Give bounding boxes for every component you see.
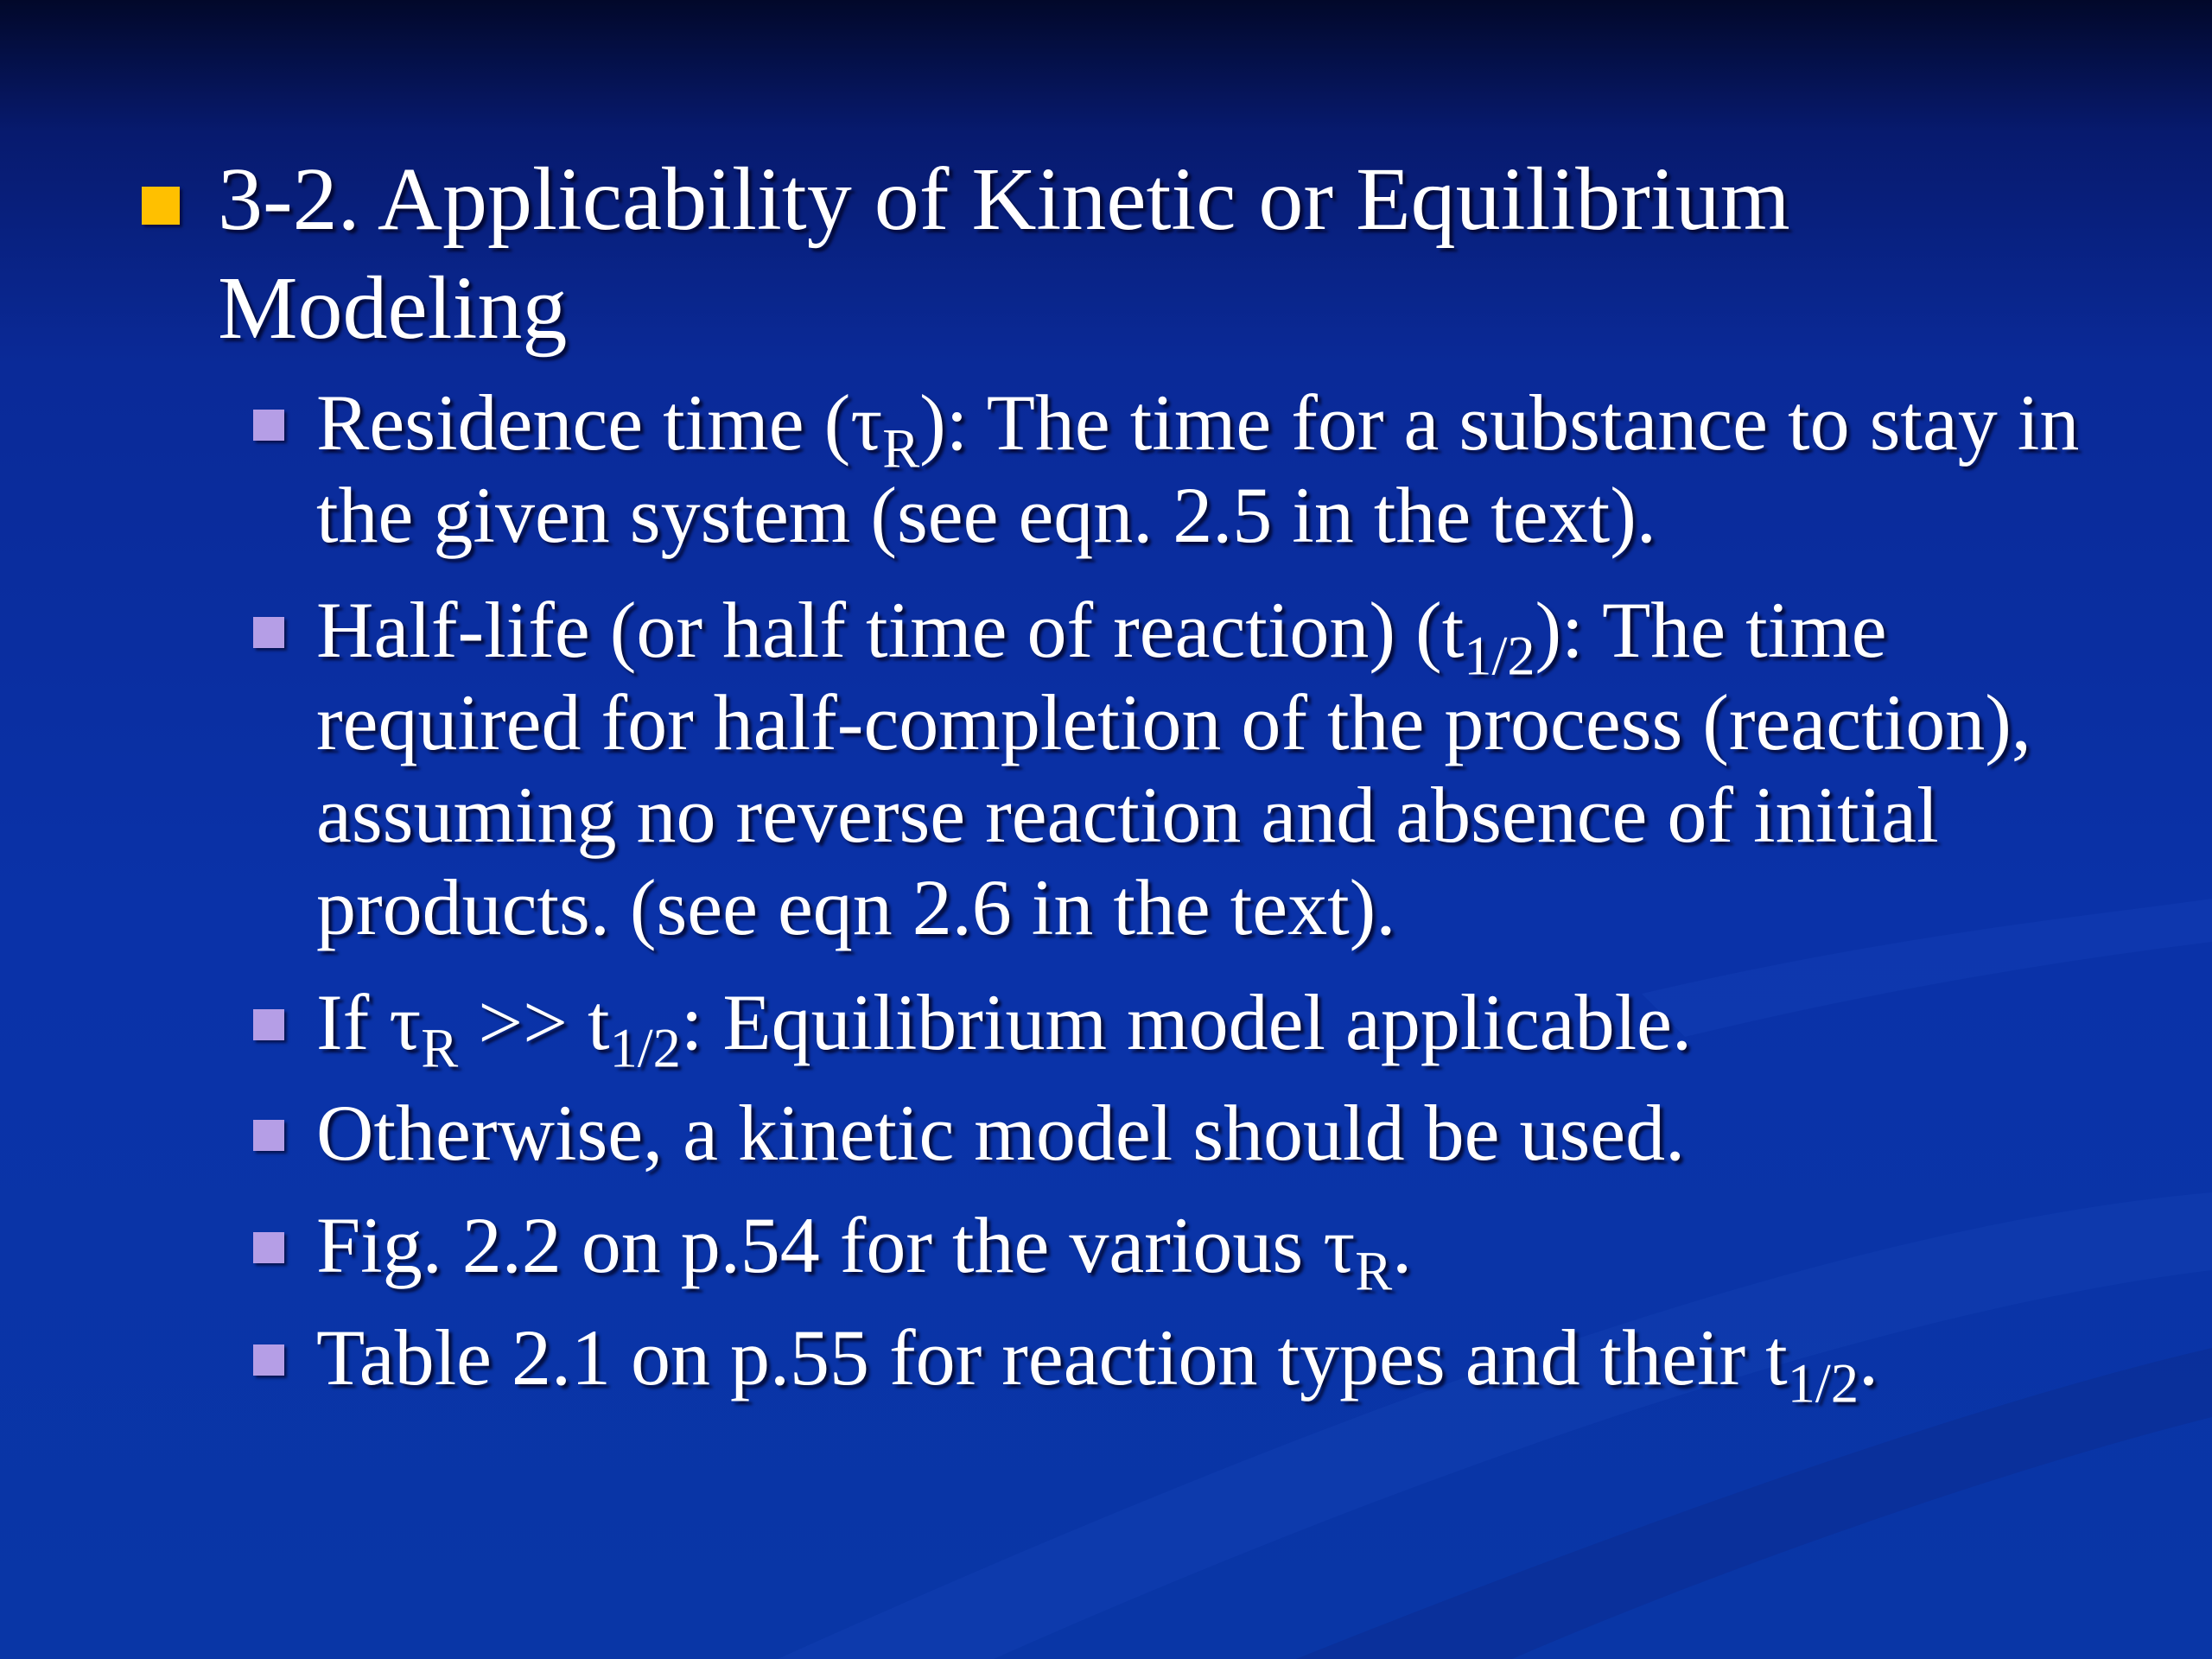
bullet-marker — [253, 1009, 284, 1040]
subscript: R — [1355, 1240, 1393, 1302]
bullet-fig-reference — [316, 1199, 2148, 1302]
symbol-t: t — [588, 978, 610, 1066]
subscript: R — [882, 417, 920, 480]
bullet-marker — [253, 410, 284, 441]
bullet-half-life — [316, 584, 2148, 954]
symbol-t: t — [1441, 586, 1465, 674]
bullet-text: ): The time for a substance to stay in the given system (see eqn. 2.5 in the text). — [316, 378, 2080, 559]
symbol-tau: τ — [1323, 1201, 1356, 1289]
bullet-text: Half-life (or half time of reaction) ( — [316, 586, 1442, 674]
bullet-equilibrium-condition — [316, 976, 2148, 1079]
bullet-marker — [253, 1344, 284, 1376]
bullet-marker — [253, 1232, 284, 1263]
subscript: 1/2 — [1787, 1352, 1859, 1414]
bullet-text: Fig. 2.2 on p.54 for the various — [316, 1201, 1324, 1289]
bullet-text: : Equilibrium model applicable. — [680, 978, 1693, 1066]
subscript: 1/2 — [609, 1017, 681, 1079]
bullet-kinetic-model: Otherwise, a kinetic model should be used. — [316, 1089, 1686, 1177]
subscript: R — [421, 1017, 459, 1079]
bullet-marker — [253, 617, 284, 648]
bullet-text: If — [316, 978, 390, 1066]
bullet-text: ): The time required for half-completion of the process (reaction), assuming no reverse reaction and absence of initial products. (see eqn 2.6 in the text). — [316, 586, 2031, 951]
bullet-text: Table 2.1 on p.55 for reaction types and their — [316, 1313, 1766, 1402]
bullet-text: Residence time ( — [316, 378, 851, 467]
bullet-text: . — [1392, 1201, 1413, 1289]
level1-bullet-marker — [142, 187, 180, 225]
symbol-t: t — [1765, 1313, 1788, 1402]
bullet-marker — [253, 1120, 284, 1151]
symbol-tau: τ — [389, 978, 422, 1066]
bullet-text: >> — [458, 978, 588, 1066]
symbol-tau: τ — [850, 378, 883, 467]
bullet-table-reference — [316, 1312, 2148, 1414]
slide-heading: 3-2. Applicability of Kinetic or Equilibrium Modeling — [218, 149, 1790, 358]
bullet-residence-time — [316, 377, 2148, 562]
subscript: 1/2 — [1464, 625, 1535, 687]
bullet-text: . — [1859, 1313, 1879, 1402]
